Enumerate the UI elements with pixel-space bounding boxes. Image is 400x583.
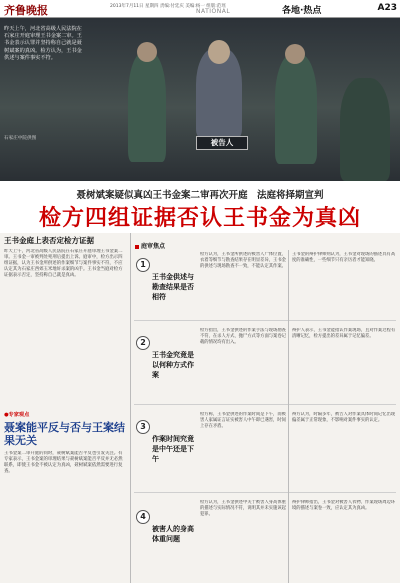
masthead (0, 0, 400, 18)
left-kicker: 王书金庭上表否定检方证据 (4, 236, 94, 245)
section-title: 各地·热点 (282, 6, 322, 16)
point-text-4: 检方认为，王书金供述中关于被害人身高体重的描述与实际情况不符，说明其并未实施该起犯罪。 (200, 500, 286, 517)
expert-headline: 聂案能平反与否与王案结果无关 (4, 421, 125, 447)
point-label-3: 作案时间究竟是中午还是下午 (152, 435, 194, 463)
point-number-2: 2 (136, 336, 150, 350)
inner-column-divider (288, 250, 289, 583)
defendant-plate-label: 被告人 (210, 138, 234, 147)
focus-tag: 庭审焦点 (135, 241, 165, 250)
edition-label: NATIONAL (196, 8, 231, 15)
point-number-1: 1 (136, 258, 150, 272)
main-headline: 检方四组证据否认王书金为真凶 (38, 205, 361, 231)
defendant-head (208, 40, 230, 64)
point-rebuttal-3: 辩方认为，时隔多年，被告人对作案具体时间记忆出现偏差属于正常现象，不影响对案件事实的认定。 (292, 412, 396, 423)
photo-caption: 昨天上午，河北省高级人民法院在石家庄开庭审理王书金案二审。王书金表示认罪并坚持称自己就是聂树斌案的真凶。检方认为，王书金供述与案件事实不符。 (4, 26, 82, 61)
officer-far-right-figure (340, 78, 390, 181)
point-rebuttal-1: 王书金的辩护律师则认为，王书金对现场的描述具有高度的准确性，一些细节只有亲历者才能知晓。 (292, 252, 396, 263)
point-label-2: 王书金究竟是以何种方式作案 (152, 351, 194, 379)
page-number: A23 (377, 3, 397, 13)
defendant-plate (196, 136, 248, 150)
point-divider-3 (134, 492, 396, 493)
point-number-4: 4 (136, 510, 150, 524)
point-divider-2 (134, 404, 396, 405)
point-number-3: 3 (136, 420, 150, 434)
point-text-3: 检方称，王书金供述的作案时间是下午，而被害人家属证言证实被害人中午即已遇害，时间上存在矛盾。 (200, 412, 286, 429)
point-rebuttal-4: 辩护律师指出，王书金对被害人衣物、作案现场周边环境的描述与案卷一致，应认定其为真凶。 (292, 500, 396, 511)
left-column (0, 233, 128, 583)
point-rebuttal-2: 辩护人表示，王书金能指认作案现场，且对作案过程有清晰记忆，检方提出的差异属于记忆偏差。 (292, 328, 396, 339)
column-divider (130, 233, 131, 583)
headline-area (0, 181, 400, 233)
officer-left-head (137, 42, 157, 62)
point-text-1: 检方认为，王书金所供述的被害人尸体位置、衣着等细节与勘查结果存在明显差异，王书金的供述与现场勘查不一致，不能认定其作案。 (200, 252, 286, 269)
dateline: 2013年7月11日 星期四 责编:付廷庆 美编:杨一 组版:范瑶 (110, 4, 226, 9)
officer-right-figure (275, 54, 317, 164)
point-divider-1 (134, 320, 396, 321)
courtroom-photo (0, 18, 400, 181)
newspaper-name: 齐鲁晚报 (4, 4, 48, 17)
point-label-1: 王书金供述与勘查结果是否相符 (152, 273, 194, 301)
point-label-4: 被害人的身高体重问题 (152, 525, 194, 543)
officer-left-figure (128, 52, 166, 162)
officer-right-head (285, 44, 305, 64)
expert-kicker: ●专家观点 (4, 412, 30, 418)
photo-credit: 石家庄中院供图 (4, 136, 37, 141)
expert-article-text: 王书金案二审开庭的同时，聂树斌案能否平反也引发关注。有专家表示，王书金案的审理结果与聂树斌案能否平反并无必然联系，即使王书金不被认定为真凶，聂树斌案依然需要进行复查。 (4, 451, 123, 474)
left-article-text: 昨天上午，河北省高级人民法院在石家庄开庭审理王书金案二审。王书金一审被判处死刑后提出上诉。庭审中，检方出示四组证据，认为王书金所供述的作案细节与案件事实不符，不应认定其为石家庄西郊玉米地奸杀案的凶手。王书金当庭对检方证据表示否定，坚持称自己就是真凶。 (4, 249, 123, 278)
subheadline: 聂树斌案疑似真凶王书金案二审再次开庭 法庭将择期宣判 (76, 190, 324, 201)
point-text-2: 检方指出，王书金供述的作案手法与现场勘查不符，在杀人方式、抛尸方式等方面与案卷记载的情况均有出入。 (200, 328, 286, 345)
